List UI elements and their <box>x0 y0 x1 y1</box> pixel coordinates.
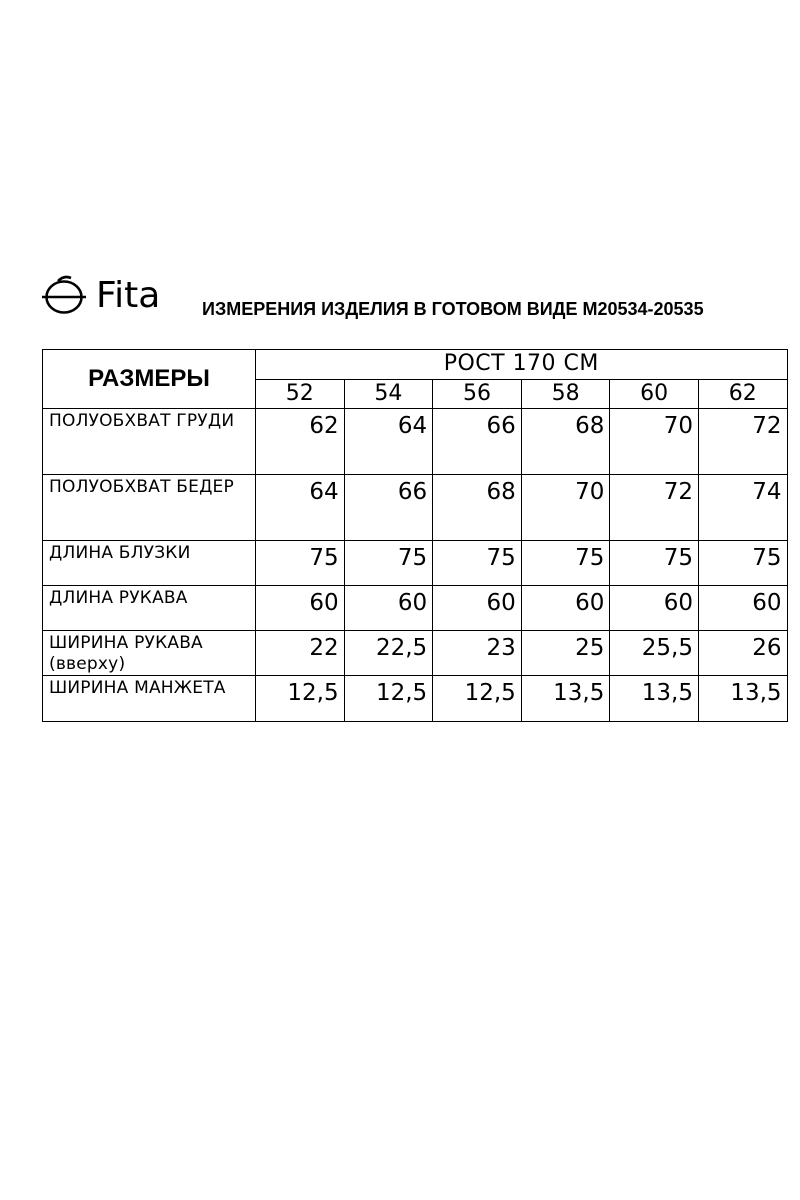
table-row <box>43 676 788 722</box>
size-cell: 60 <box>610 380 699 409</box>
value-cell: 12,5 <box>344 676 433 722</box>
brand-logo <box>40 272 160 320</box>
table-row <box>43 475 788 541</box>
value-cell: 25,5 <box>610 631 699 676</box>
value-cell: 66 <box>344 475 433 541</box>
value-cell: 13,5 <box>610 676 699 722</box>
brand-name: Fita <box>96 275 161 316</box>
size-cell: 62 <box>698 380 787 409</box>
size-cell: 54 <box>344 380 433 409</box>
value-cell: 75 <box>433 541 522 586</box>
value-cell: 23 <box>433 631 522 676</box>
row-label: ШИРИНА МАНЖЕТА <box>43 676 256 722</box>
value-cell: 64 <box>256 475 345 541</box>
value-cell: 62 <box>256 409 345 475</box>
height-header: РОСТ 170 СМ <box>256 350 788 380</box>
row-label: ПОЛУОБХВАТ БЕДЕР <box>43 475 256 541</box>
size-cell: 56 <box>433 380 522 409</box>
value-cell: 22 <box>256 631 345 676</box>
table-row <box>43 586 788 631</box>
value-cell: 60 <box>256 586 345 631</box>
value-cell: 12,5 <box>256 676 345 722</box>
row-label: ДЛИНА БЛУЗКИ <box>43 541 256 586</box>
value-cell: 66 <box>433 409 522 475</box>
value-cell: 75 <box>698 541 787 586</box>
value-cell: 75 <box>256 541 345 586</box>
value-cell: 60 <box>344 586 433 631</box>
sizes-header: РАЗМЕРЫ <box>43 350 256 409</box>
row-label: ШИРИНА РУКАВА (вверху) <box>43 631 256 676</box>
value-cell: 64 <box>344 409 433 475</box>
value-cell: 70 <box>610 409 699 475</box>
table-row <box>43 541 788 586</box>
document-title: ИЗМЕРЕНИЯ ИЗДЕЛИЯ В ГОТОВОМ ВИДЕ М20534-20535 <box>202 299 704 319</box>
size-table <box>42 349 788 722</box>
value-cell: 60 <box>433 586 522 631</box>
table-row <box>43 631 788 676</box>
value-cell: 70 <box>521 475 610 541</box>
value-cell: 22,5 <box>344 631 433 676</box>
row-label: ДЛИНА РУКАВА <box>43 586 256 631</box>
value-cell: 13,5 <box>698 676 787 722</box>
value-cell: 60 <box>698 586 787 631</box>
value-cell: 60 <box>610 586 699 631</box>
value-cell: 74 <box>698 475 787 541</box>
value-cell: 13,5 <box>521 676 610 722</box>
table-row <box>43 409 788 475</box>
row-label: ПОЛУОБХВАТ ГРУДИ <box>43 409 256 475</box>
size-cell: 58 <box>521 380 610 409</box>
value-cell: 75 <box>344 541 433 586</box>
value-cell: 75 <box>521 541 610 586</box>
value-cell: 26 <box>698 631 787 676</box>
value-cell: 75 <box>610 541 699 586</box>
value-cell: 72 <box>698 409 787 475</box>
value-cell: 68 <box>521 409 610 475</box>
size-cell: 52 <box>256 380 345 409</box>
value-cell: 25 <box>521 631 610 676</box>
fita-logo-icon <box>40 274 88 318</box>
value-cell: 12,5 <box>433 676 522 722</box>
value-cell: 68 <box>433 475 522 541</box>
value-cell: 60 <box>521 586 610 631</box>
value-cell: 72 <box>610 475 699 541</box>
